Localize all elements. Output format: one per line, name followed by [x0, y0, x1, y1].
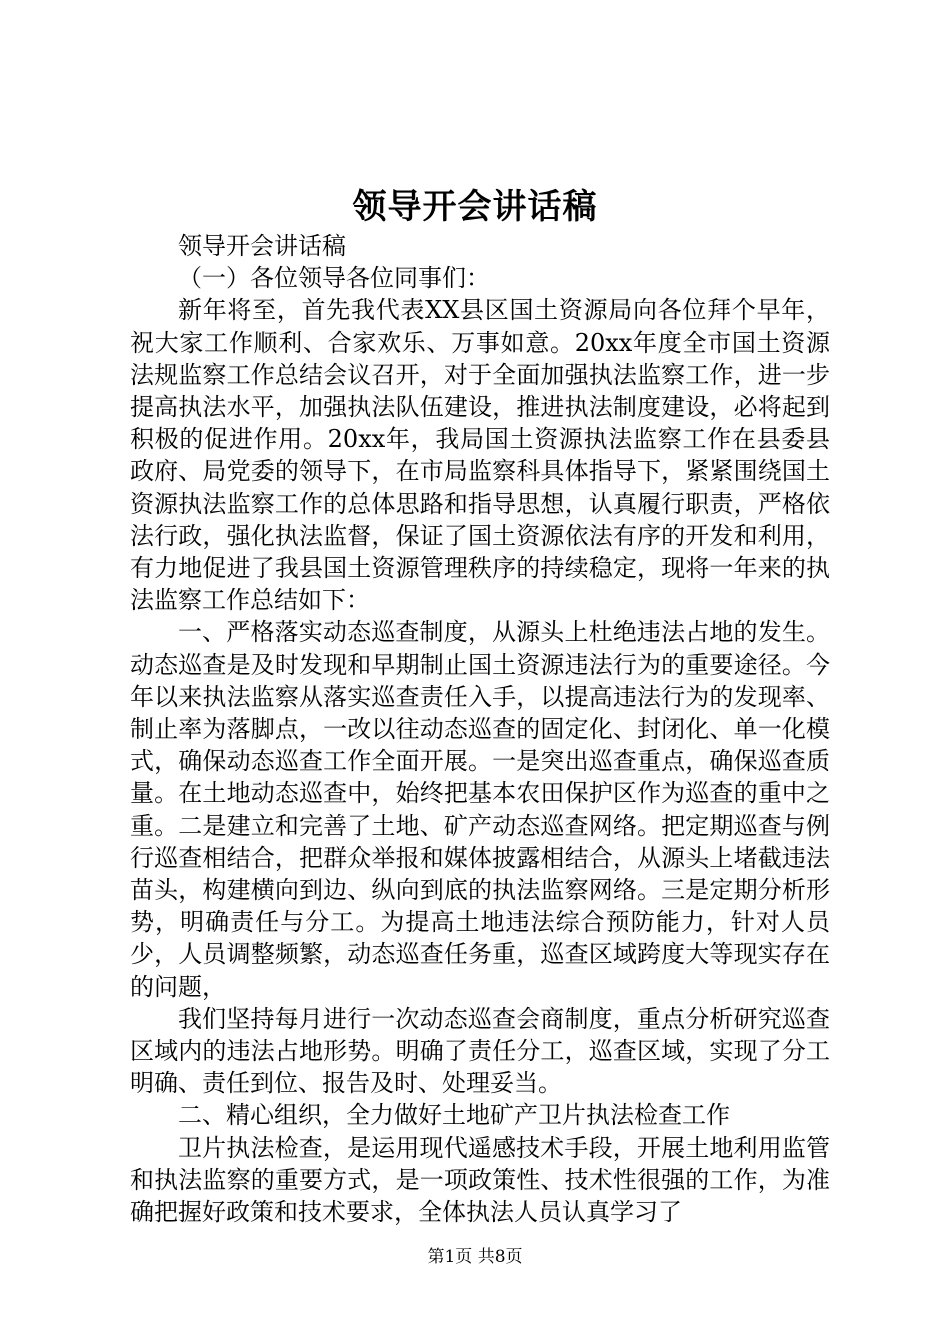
- document-body: [130, 230, 830, 1228]
- body-paragraph: 卫片执法检查，是运用现代遥感技术手段，开展土地利用监管和执法监察的重要方式，是一项政策性、技术性很强的工作，为准确把握好政策和技术要求，全体执法人员认真学习了: [130, 1133, 830, 1227]
- body-paragraph-heading: 领导开会讲话稿: [178, 232, 346, 260]
- page-footer: 第1页 共8页: [427, 1247, 523, 1267]
- body-paragraph: 新年将至，首先我代表XX县区国土资源局向各位拜个早年，祝大家工作顺利、合家欢乐、万事如意。20xx年度全市国土资源法规监察工作总结会议召开，对于全面加强执法监察工作，进一步提高执法水平，加强执法队伍建设，推进执法制度建设，必将起到积极的促进作用。20xx年，我局国土资源执法监察工作在县委县政府、局党委的领导下，在市局监察科具体指导下，紧紧围绕国土资源执法监察工作的总体思路和指导思想，认真履行职责，严格依法行政，强化执法监督，保证了国土资源依法有序的开发和利用，有力地促进了我县国土资源管理秩序的持续稳定，现将一年来的执法监察工作总结如下：: [130, 296, 830, 615]
- section-heading: 二、精心组织，全力做好土地矿产卫片执法检查工作: [178, 1101, 730, 1130]
- body-paragraph-salutation: （一）各位领导各位同事们：: [178, 264, 490, 293]
- page-title: 领导开会讲话稿: [352, 187, 598, 227]
- body-paragraph: 我们坚持每月进行一次动态巡查会商制度，重点分析研究巡查区域内的违法占地形势。明确了责任分工，巡查区域，实现了分工明确、责任到位、报告及时、处理妥当。: [130, 1004, 830, 1098]
- body-paragraph: 一、严格落实动态巡查制度，从源头上杜绝违法占地的发生。动态巡查是及时发现和早期制止国土资源违法行为的重要途径。今年以来执法监察从落实巡查责任入手，以提高违法行为的发现率、制止率为落脚点，一改以往动态巡查的固定化、封闭化、单一化模式，确保动态巡查工作全面开展。一是突出巡查重点，确保巡查质量。在土地动态巡查中，始终把基本农田保护区作为巡查的重中之重。二是建立和完善了土地、矿产动态巡查网络。把定期巡查与例行巡查相结合，把群众举报和媒体披露相结合，从源头上堵截违法苗头，构建横向到边、纵向到底的执法监察网络。三是定期分析形势，明确责任与分工。为提高土地违法综合预防能力，针对人员少，人员调整频繁，动态巡查任务重，巡查区域跨度大等现实存在的问题，: [130, 618, 830, 1001]
